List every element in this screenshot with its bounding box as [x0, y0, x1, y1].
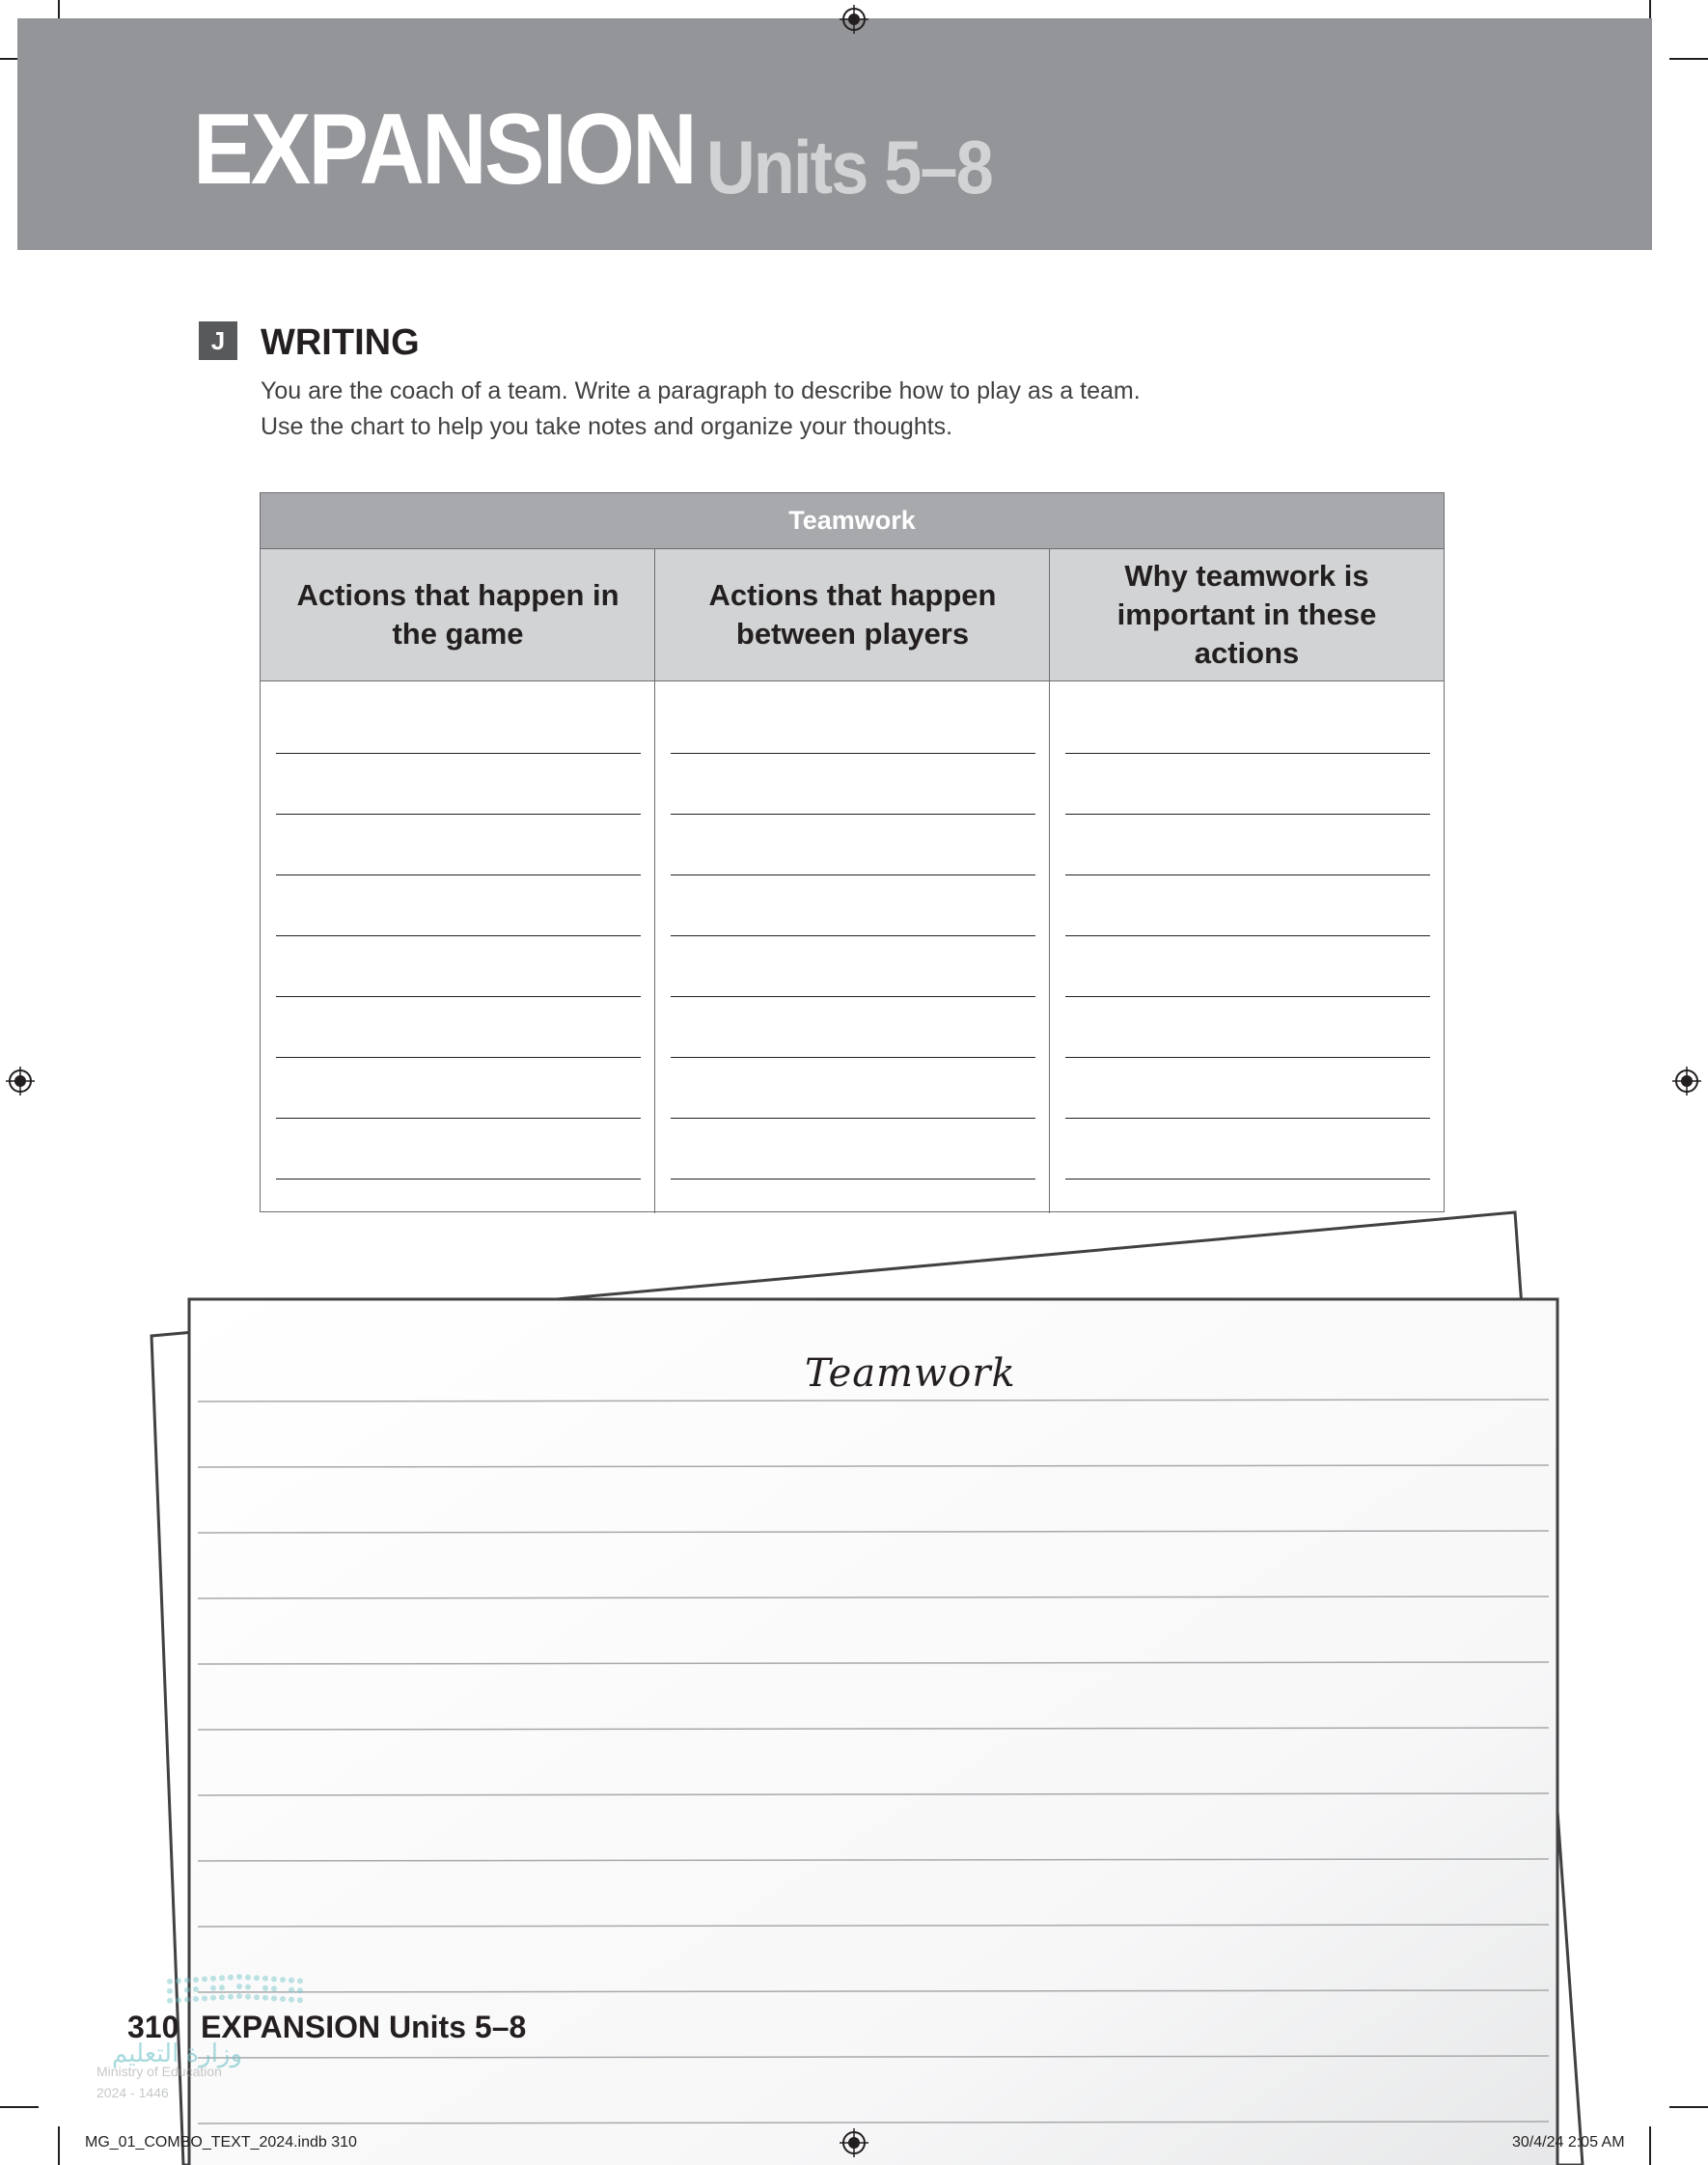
logo-dot: [289, 1997, 294, 2003]
column-header-game-actions: Actions that happen in the game: [261, 548, 655, 681]
column-header-player-actions: Actions that happen between players: [655, 548, 1050, 681]
logo-dot: [193, 1986, 199, 1992]
logo-dot: [236, 1984, 242, 1989]
logo-dot: [184, 1997, 190, 2003]
logo-dot: [228, 1994, 234, 2000]
logo-dot: [254, 1975, 260, 1981]
logo-dot: [289, 1987, 294, 1993]
instruction-line: You are the coach of a team. Write a paragraph to describe how to play as a team.: [261, 377, 1141, 404]
logo-dot: [167, 1979, 173, 1985]
logo-dot: [210, 1995, 216, 2001]
slug-file-info: MG_01_COMBO_TEXT_2024.indb 310: [85, 2134, 357, 2151]
logo-dot: [236, 1974, 242, 1980]
logo-dot: [262, 1995, 268, 2001]
footer-title: EXPANSION Units 5–8: [201, 2010, 527, 2044]
logo-dot: [193, 1977, 199, 1983]
logo-dot: [176, 1997, 181, 2003]
logo-dot: [219, 1975, 225, 1981]
logo-dot: [297, 1978, 303, 1984]
logo-dot: [176, 1978, 181, 1984]
logo-dot: [236, 1993, 242, 1999]
logo-dot: [219, 1985, 225, 1990]
logo-dot: [210, 1985, 216, 1991]
column-header-why-teamwork: Why teamwork is important in these actions: [1050, 548, 1444, 681]
section-letter-badge: J: [199, 321, 237, 360]
logo-dot: [280, 1996, 286, 2002]
logo-dot: [184, 1987, 190, 1993]
logo-dot: [271, 1995, 277, 2001]
logo-dot: [289, 1978, 294, 1984]
logo-dot: [210, 1976, 216, 1982]
logo-dot: [254, 1994, 260, 2000]
logo-dot: [245, 1975, 251, 1981]
logo-dot: [193, 1996, 199, 2002]
logo-dot: [280, 1977, 286, 1983]
slug-date: 30/4/24 2:05 AM: [1512, 2134, 1625, 2151]
section-heading: WRITING: [261, 322, 420, 363]
registration-mark-icon: [840, 2128, 868, 2157]
logo-dot: [271, 1976, 277, 1982]
logo-dot: [184, 1978, 190, 1984]
logo-dot: [297, 1987, 303, 1993]
logo-dot: [219, 1994, 225, 2000]
logo-dot: [245, 1994, 251, 2000]
notepad-title: Teamwork: [805, 1351, 1016, 1396]
logo-dot: [262, 1985, 268, 1991]
page-number: 310: [127, 2010, 179, 2044]
page-title: EXPANSION: [193, 94, 696, 206]
logo-dot: [202, 1976, 207, 1982]
logo-dot: [202, 1995, 207, 2001]
logo-dot: [262, 1976, 268, 1982]
logo-dot: [167, 1988, 173, 1994]
ministry-english-name: Ministry of Education: [96, 2064, 222, 2079]
logo-dot: [245, 1985, 251, 1990]
ministry-year: 2024 - 1446: [96, 2085, 169, 2100]
ministry-arabic-name: وزارة التعليم: [112, 2039, 243, 2068]
instruction-line: Use the chart to help you take notes and organize your thoughts.: [261, 413, 953, 440]
logo-dot: [228, 1975, 234, 1981]
logo-dot: [271, 1985, 277, 1991]
logo-dot: [297, 1997, 303, 2003]
page-subtitle: Units 5–8: [706, 125, 992, 209]
table-title: Teamwork: [261, 493, 1444, 548]
logo-dot: [167, 1998, 173, 2004]
